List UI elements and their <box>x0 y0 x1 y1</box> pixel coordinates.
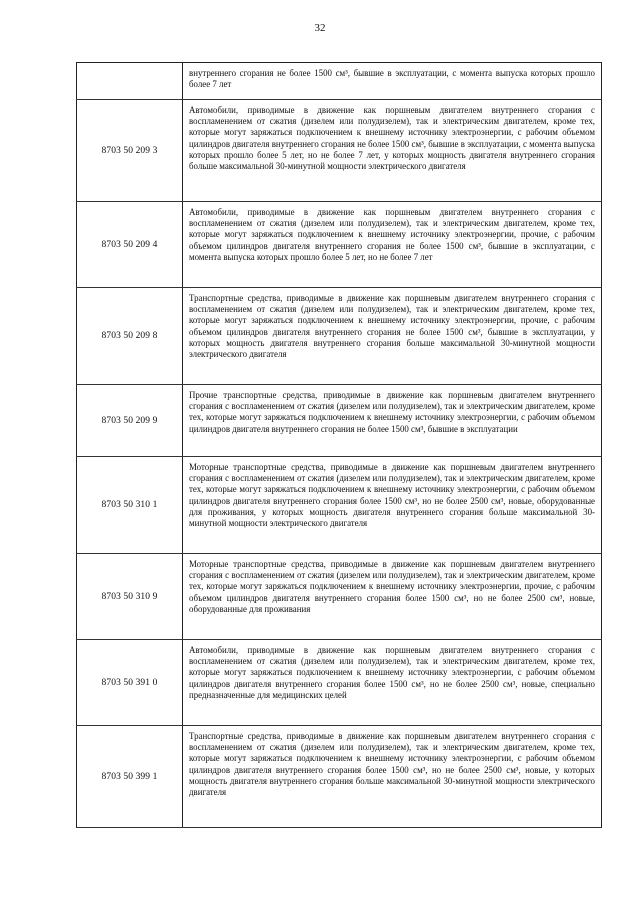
page-number: 32 <box>314 22 326 34</box>
description-cell: Прочие транспортные средства, приводимые в движение как поршневым двигателем внутреннего сгорания с воспламенением от сжатия (дизелем или полудизелем), так и электрическим двигателем, кроме тех, которые могут заряжаться подключением к внешнему источнику электроэнергии, с рабочим объемом цилиндров двигателя внутреннего сгорания не более 1500 см³, бывшие в эксплуатации <box>183 385 602 457</box>
table-row <box>77 457 602 554</box>
description-cell: Автомобили, приводимые в движение как поршневым двигателем внутреннего сгорания с воспламенением от сжатия (дизелем или полудизелем), так и электрическим двигателем, кроме тех, которые могут заряжаться подключением к внешнему источнику электроэнергии, с рабочим объемом цилиндров двигателя внутреннего сгорания более 1500 см³, но не более 2500 см³, новые, специально предназначенные для медицинских целей <box>183 640 602 726</box>
description-cell: Автомобили, приводимые в движение как поршневым двигателем внутреннего сгорания с воспламенением от сжатия (дизелем или полудизелем), так и электрическим двигателем, кроме тех, которые могут заряжаться подключением к внешнему источнику электроэнергии, прочие, с рабочим объемом цилиндров двигателя внутреннего сгорания не более 1500 см³, бывшие в эксплуатации, с момента выпуска которых прошло более 5 лет, но не более 7 лет <box>183 202 602 288</box>
description-cell: Транспортные средства, приводимые в движение как поршневым двигателем внутреннего сгорания с воспламенением от сжатия (дизелем или полудизелем), так и электрическим двигателем, кроме тех, которые могут заряжаться подключением к внешнему источнику электроэнергии, с рабочим объемом цилиндров двигателя внутреннего сгорания более 1500 см³, но не более 2500 см³, новые, у которых мощность двигателя внутреннего сгорания больше максимальной 30-минутной мощности электрического двигателя <box>183 726 602 828</box>
code-cell: 8703 50 209 3 <box>77 100 183 202</box>
code-cell: 8703 50 310 1 <box>77 457 183 554</box>
table-row <box>77 202 602 288</box>
code-cell: 8703 50 310 9 <box>77 554 183 640</box>
code-cell: 8703 50 209 9 <box>77 385 183 457</box>
table-row <box>77 640 602 726</box>
table-row <box>77 726 602 828</box>
tariff-table <box>76 62 602 828</box>
description-cell: внутреннего сгорания не более 1500 см³, бывшие в эксплуатации, с момента выпуска которых прошло более 7 лет <box>183 63 602 100</box>
code-cell: 8703 50 399 1 <box>77 726 183 828</box>
table-row <box>77 554 602 640</box>
description-cell: Автомобили, приводимые в движение как поршневым двигателем внутреннего сгорания с воспламенением от сжатия (дизелем или полудизелем), так и электрическим двигателем, кроме тех, которые могут заряжаться подключением к внешнему источнику электроэнергии, с рабочим объемом цилиндров двигателя внутреннего сгорания не более 1500 см³, бывшие в эксплуатации, с момента выпуска которых прошло более 5 лет, но не более 7 лет, у которых мощность двигателя внутреннего сгорания больше максимальной 30-минутной мощности электрического двигателя <box>183 100 602 202</box>
code-cell: 8703 50 391 0 <box>77 640 183 726</box>
table-row <box>77 63 602 100</box>
table-row <box>77 385 602 457</box>
code-cell <box>77 63 183 100</box>
table-row <box>77 288 602 385</box>
table-row <box>77 100 602 202</box>
description-cell: Моторные транспортные средства, приводимые в движение как поршневым двигателем внутреннего сгорания с воспламенением от сжатия (дизелем или полудизелем), так и электрическим двигателем, кроме тех, которые могут заряжаться подключением к внешнему источнику электроэнергии, прочие, с рабочим объемом цилиндров двигателя внутреннего сгорания более 1500 см³, но не более 2500 см³, новые, оборудованные для проживания <box>183 554 602 640</box>
code-cell: 8703 50 209 4 <box>77 202 183 288</box>
description-cell: Моторные транспортные средства, приводимые в движение как поршневым двигателем внутреннего сгорания с воспламенением от сжатия (дизелем или полудизелем), так и электрическим двигателем, кроме тех, которые могут заряжаться подключением к внешнему источнику электроэнергии, с рабочим объемом цилиндров двигателя внутреннего сгорания более 1500 см³, но не более 2500 см³, новые, оборудованные для проживания, у которых мощность двигателя внутреннего сгорания больше максимальной 30-минутной мощности электрического двигателя <box>183 457 602 554</box>
description-cell: Транспортные средства, приводимые в движение как поршневым двигателем внутреннего сгорания с воспламенением от сжатия (дизелем или полудизелем), так и электрическим двигателем, кроме тех, которые могут заряжаться подключением к внешнему источнику электроэнергии, прочие, с рабочим объемом цилиндров двигателя внутреннего сгорания не более 1500 см³, бывшие в эксплуатации, у которых мощность двигателя внутреннего сгорания больше максимальной 30-минутной мощности электрического двигателя <box>183 288 602 385</box>
code-cell: 8703 50 209 8 <box>77 288 183 385</box>
